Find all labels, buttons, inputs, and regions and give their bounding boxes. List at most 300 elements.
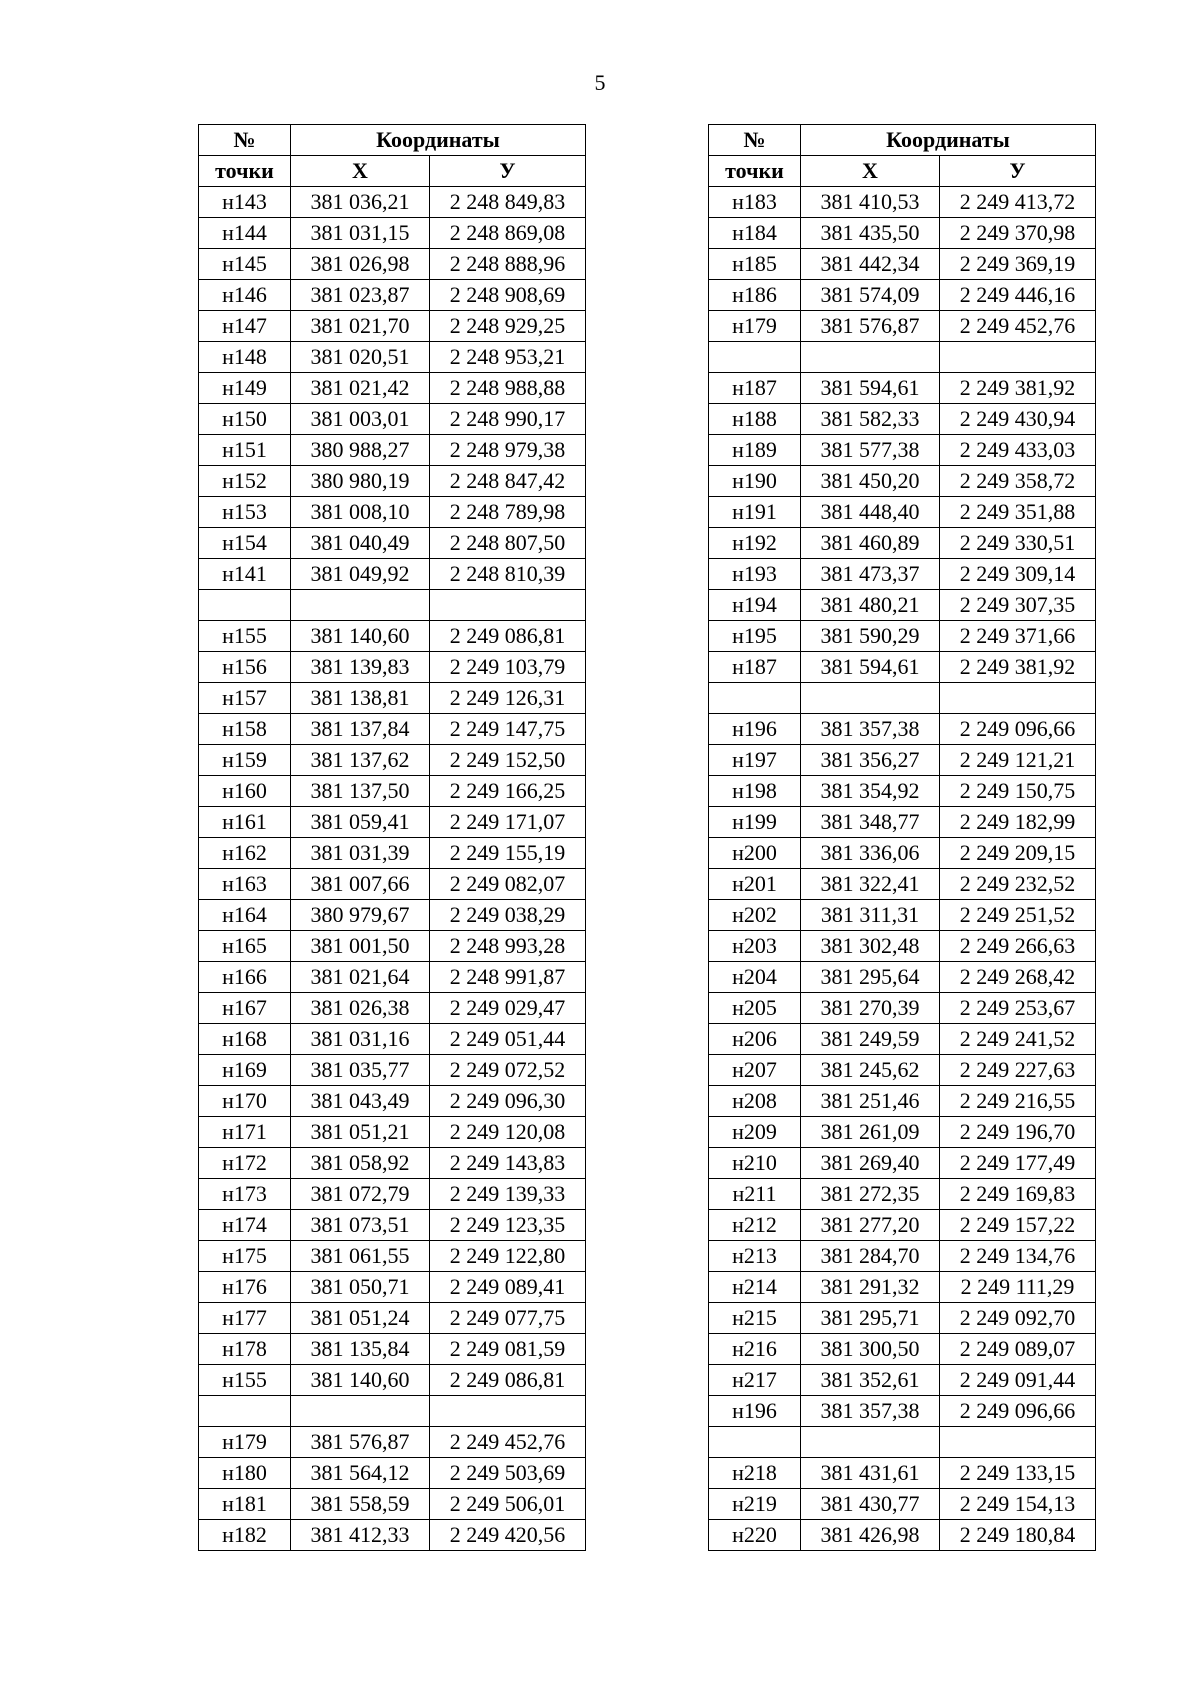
y-coordinate-cell: 2 249 506,01 — [430, 1489, 586, 1520]
x-coordinate-cell: 381 059,41 — [291, 807, 430, 838]
x-coordinate-cell: 381 295,64 — [801, 962, 940, 993]
table-row — [709, 590, 1096, 621]
y-coordinate-cell: 2 249 452,76 — [940, 311, 1096, 342]
y-coordinate-cell — [940, 1427, 1096, 1458]
table-row — [199, 1396, 586, 1427]
x-coordinate-cell: 381 594,61 — [801, 373, 940, 404]
table-row — [199, 1241, 586, 1272]
y-coordinate-cell: 2 249 266,63 — [940, 931, 1096, 962]
x-coordinate-cell: 381 302,48 — [801, 931, 940, 962]
point-number-cell: н185 — [709, 249, 801, 280]
y-coordinate-cell: 2 249 420,56 — [430, 1520, 586, 1551]
table-row — [199, 776, 586, 807]
table-row — [709, 404, 1096, 435]
x-coordinate-cell: 381 564,12 — [291, 1458, 430, 1489]
x-coordinate-cell: 381 473,37 — [801, 559, 940, 590]
x-coordinate-cell: 381 007,66 — [291, 869, 430, 900]
point-number-cell: н161 — [199, 807, 291, 838]
coordinates-header: Координаты — [801, 125, 1096, 156]
point-number-cell: н145 — [199, 249, 291, 280]
y-coordinate-cell: 2 248 908,69 — [430, 280, 586, 311]
y-coordinate-cell: 2 249 433,03 — [940, 435, 1096, 466]
table-row — [199, 1024, 586, 1055]
point-number-cell: н191 — [709, 497, 801, 528]
table-row — [199, 900, 586, 931]
table-row — [199, 435, 586, 466]
y-coordinate-cell: 2 249 155,19 — [430, 838, 586, 869]
table-row — [199, 1210, 586, 1241]
table-row — [709, 1303, 1096, 1334]
point-number-cell: н216 — [709, 1334, 801, 1365]
x-coordinate-cell: 381 139,83 — [291, 652, 430, 683]
x-coordinate-cell: 381 135,84 — [291, 1334, 430, 1365]
point-number-cell: н194 — [709, 590, 801, 621]
point-number-cell: н149 — [199, 373, 291, 404]
y-coordinate-cell: 2 249 253,67 — [940, 993, 1096, 1024]
point-number-cell: н204 — [709, 962, 801, 993]
x-coordinate-cell: 381 031,39 — [291, 838, 430, 869]
point-number-cell: н148 — [199, 342, 291, 373]
x-coordinate-cell: 381 269,40 — [801, 1148, 940, 1179]
point-number-cell: н158 — [199, 714, 291, 745]
point-number-cell: н159 — [199, 745, 291, 776]
y-coordinate-cell: 2 249 086,81 — [430, 1365, 586, 1396]
x-coordinate-cell: 381 574,09 — [801, 280, 940, 311]
point-number-cell: н199 — [709, 807, 801, 838]
x-coordinate-cell: 381 040,49 — [291, 528, 430, 559]
table-row — [709, 559, 1096, 590]
point-number-cell: н177 — [199, 1303, 291, 1334]
table-row — [199, 1458, 586, 1489]
y-coordinate-cell: 2 249 251,52 — [940, 900, 1096, 931]
point-number-cell: н150 — [199, 404, 291, 435]
x-coordinate-cell: 381 249,59 — [801, 1024, 940, 1055]
point-number-cell: н166 — [199, 962, 291, 993]
point-number-cell: н215 — [709, 1303, 801, 1334]
y-coordinate-cell: 2 249 120,08 — [430, 1117, 586, 1148]
y-coordinate-cell: 2 248 979,38 — [430, 435, 586, 466]
point-number-cell: н207 — [709, 1055, 801, 1086]
x-coordinate-cell: 381 058,92 — [291, 1148, 430, 1179]
table-row — [199, 931, 586, 962]
table-row — [199, 962, 586, 993]
x-coordinate-cell: 381 336,06 — [801, 838, 940, 869]
y-coordinate-cell: 2 249 446,16 — [940, 280, 1096, 311]
y-coordinate-cell: 2 249 171,07 — [430, 807, 586, 838]
x-coordinate-cell: 381 558,59 — [291, 1489, 430, 1520]
x-coordinate-cell: 381 582,33 — [801, 404, 940, 435]
y-coordinate-cell: 2 249 196,70 — [940, 1117, 1096, 1148]
x-coordinate-cell: 381 251,46 — [801, 1086, 940, 1117]
table-row — [709, 280, 1096, 311]
table-row — [199, 993, 586, 1024]
table-row — [709, 993, 1096, 1024]
page-number: 5 — [594, 70, 606, 95]
table-row — [199, 559, 586, 590]
y-coordinate-cell: 2 248 810,39 — [430, 559, 586, 590]
point-number-cell: н155 — [199, 1365, 291, 1396]
point-number-cell: н205 — [709, 993, 801, 1024]
point-number-cell: н153 — [199, 497, 291, 528]
y-coordinate-cell: 2 249 096,30 — [430, 1086, 586, 1117]
y-coordinate-cell: 2 249 503,69 — [430, 1458, 586, 1489]
x-coordinate-cell: 381 430,77 — [801, 1489, 940, 1520]
x-coordinate-cell: 381 140,60 — [291, 1365, 430, 1396]
point-number-cell: н203 — [709, 931, 801, 962]
table-row — [709, 1210, 1096, 1241]
x-coordinate-cell: 381 322,41 — [801, 869, 940, 900]
point-number-cell: н182 — [199, 1520, 291, 1551]
y-coordinate-cell: 2 249 227,63 — [940, 1055, 1096, 1086]
table-row — [709, 1520, 1096, 1551]
point-number-cell — [709, 683, 801, 714]
x-coordinate-cell: 381 272,35 — [801, 1179, 940, 1210]
x-coordinate-cell: 380 988,27 — [291, 435, 430, 466]
table-row — [709, 838, 1096, 869]
point-number-cell: н173 — [199, 1179, 291, 1210]
y-coordinate-cell: 2 249 154,13 — [940, 1489, 1096, 1520]
x-coordinate-cell: 381 051,21 — [291, 1117, 430, 1148]
point-number-cell: н196 — [709, 1396, 801, 1427]
point-number-cell: н176 — [199, 1272, 291, 1303]
y-coordinate-cell: 2 249 241,52 — [940, 1024, 1096, 1055]
point-number-cell: н169 — [199, 1055, 291, 1086]
y-coordinate-cell: 2 248 789,98 — [430, 497, 586, 528]
x-header: X — [801, 156, 940, 187]
point-number-cell: н202 — [709, 900, 801, 931]
table-row — [709, 652, 1096, 683]
x-coordinate-cell: 381 003,01 — [291, 404, 430, 435]
point-number-cell: н175 — [199, 1241, 291, 1272]
x-coordinate-cell: 381 020,51 — [291, 342, 430, 373]
x-coordinate-cell — [291, 1396, 430, 1427]
x-coordinate-cell: 381 026,38 — [291, 993, 430, 1024]
y-coordinate-cell: 2 249 371,66 — [940, 621, 1096, 652]
coordinates-header: Координаты — [291, 125, 586, 156]
y-coordinate-cell: 2 249 166,25 — [430, 776, 586, 807]
point-number-cell: н195 — [709, 621, 801, 652]
table-row — [709, 187, 1096, 218]
x-coordinate-cell: 381 277,20 — [801, 1210, 940, 1241]
x-coordinate-cell: 381 357,38 — [801, 1396, 940, 1427]
y-coordinate-cell: 2 249 177,49 — [940, 1148, 1096, 1179]
point-number-cell: н184 — [709, 218, 801, 249]
table-row — [199, 1086, 586, 1117]
x-coordinate-cell: 381 311,31 — [801, 900, 940, 931]
y-coordinate-cell — [430, 590, 586, 621]
point-number-cell: н143 — [199, 187, 291, 218]
point-number-cell: н180 — [199, 1458, 291, 1489]
table-row — [199, 528, 586, 559]
x-coordinate-cell: 381 073,51 — [291, 1210, 430, 1241]
table-row — [709, 683, 1096, 714]
point-number-cell: н167 — [199, 993, 291, 1024]
table-row — [199, 497, 586, 528]
table-row — [199, 683, 586, 714]
point-number-cell: н146 — [199, 280, 291, 311]
table-row — [709, 1334, 1096, 1365]
y-coordinate-cell: 2 249 452,76 — [430, 1427, 586, 1458]
y-coordinate-cell: 2 249 096,66 — [940, 1396, 1096, 1427]
y-coordinate-cell: 2 249 150,75 — [940, 776, 1096, 807]
table-row — [199, 1365, 586, 1396]
x-coordinate-cell: 381 031,16 — [291, 1024, 430, 1055]
y-coordinate-cell: 2 249 096,66 — [940, 714, 1096, 745]
point-number-cell: н144 — [199, 218, 291, 249]
point-number-cell: н156 — [199, 652, 291, 683]
point-number-cell: н193 — [709, 559, 801, 590]
y-coordinate-cell: 2 248 929,25 — [430, 311, 586, 342]
y-coordinate-cell: 2 249 123,35 — [430, 1210, 586, 1241]
x-coordinate-cell: 381 036,21 — [291, 187, 430, 218]
x-coordinate-cell: 381 426,98 — [801, 1520, 940, 1551]
x-coordinate-cell: 381 431,61 — [801, 1458, 940, 1489]
point-number-cell: н163 — [199, 869, 291, 900]
x-header: X — [291, 156, 430, 187]
x-coordinate-cell: 381 576,87 — [801, 311, 940, 342]
table-row — [199, 466, 586, 497]
y-coordinate-cell: 2 249 209,15 — [940, 838, 1096, 869]
y-coordinate-cell: 2 249 038,29 — [430, 900, 586, 931]
table-row — [199, 1272, 586, 1303]
table-row — [199, 590, 586, 621]
y-coordinate-cell: 2 249 126,31 — [430, 683, 586, 714]
y-coordinate-cell: 2 249 381,92 — [940, 652, 1096, 683]
table-row — [709, 714, 1096, 745]
table-row — [709, 1055, 1096, 1086]
y-coordinate-cell: 2 249 182,99 — [940, 807, 1096, 838]
table-row — [199, 280, 586, 311]
x-coordinate-cell: 381 576,87 — [291, 1427, 430, 1458]
y-coordinate-cell: 2 249 180,84 — [940, 1520, 1096, 1551]
point-number-cell — [199, 590, 291, 621]
y-coordinate-cell: 2 248 953,21 — [430, 342, 586, 373]
table-row — [709, 900, 1096, 931]
table-row — [199, 311, 586, 342]
x-coordinate-cell: 381 049,92 — [291, 559, 430, 590]
table-row — [199, 373, 586, 404]
point-number-cell: н178 — [199, 1334, 291, 1365]
y-coordinate-cell: 2 249 330,51 — [940, 528, 1096, 559]
y-coordinate-cell: 2 249 139,33 — [430, 1179, 586, 1210]
x-coordinate-cell: 381 412,33 — [291, 1520, 430, 1551]
y-coordinate-cell: 2 249 086,81 — [430, 621, 586, 652]
x-coordinate-cell: 381 590,29 — [801, 621, 940, 652]
x-coordinate-cell: 380 980,19 — [291, 466, 430, 497]
y-coordinate-cell: 2 249 133,15 — [940, 1458, 1096, 1489]
point-number-cell: н206 — [709, 1024, 801, 1055]
y-coordinate-cell: 2 248 988,88 — [430, 373, 586, 404]
point-number-cell: н164 — [199, 900, 291, 931]
point-number-cell — [709, 1427, 801, 1458]
y-coordinate-cell: 2 249 134,76 — [940, 1241, 1096, 1272]
point-number-cell — [199, 1396, 291, 1427]
point-number-cell — [709, 342, 801, 373]
point-number-cell: н170 — [199, 1086, 291, 1117]
table-row — [199, 1055, 586, 1086]
x-coordinate-cell: 381 354,92 — [801, 776, 940, 807]
point-number-cell: н190 — [709, 466, 801, 497]
table-row — [709, 1458, 1096, 1489]
x-coordinate-cell: 381 357,38 — [801, 714, 940, 745]
y-coordinate-cell: 2 249 351,88 — [940, 497, 1096, 528]
table-row — [709, 373, 1096, 404]
x-coordinate-cell: 381 460,89 — [801, 528, 940, 559]
y-coordinate-cell: 2 249 143,83 — [430, 1148, 586, 1179]
x-coordinate-cell — [291, 590, 430, 621]
y-header: У — [430, 156, 586, 187]
x-coordinate-cell — [801, 683, 940, 714]
table-row — [709, 435, 1096, 466]
y-coordinate-cell: 2 249 111,29 — [940, 1272, 1096, 1303]
table-header — [199, 125, 586, 187]
point-number-cell: н196 — [709, 714, 801, 745]
x-coordinate-cell: 381 270,39 — [801, 993, 940, 1024]
y-coordinate-cell: 2 249 121,21 — [940, 745, 1096, 776]
point-number-cell: н198 — [709, 776, 801, 807]
y-coordinate-cell: 2 249 051,44 — [430, 1024, 586, 1055]
table-row — [199, 838, 586, 869]
point-number-cell: н186 — [709, 280, 801, 311]
y-coordinate-cell: 2 249 089,41 — [430, 1272, 586, 1303]
coordinates-table-right — [708, 124, 1096, 1551]
y-coordinate-cell: 2 249 370,98 — [940, 218, 1096, 249]
point-number-cell: н210 — [709, 1148, 801, 1179]
point-number-cell: н152 — [199, 466, 291, 497]
table-row — [709, 776, 1096, 807]
x-coordinate-cell: 381 348,77 — [801, 807, 940, 838]
point-number-header: № — [709, 125, 801, 156]
table-row — [709, 807, 1096, 838]
x-coordinate-cell: 381 072,79 — [291, 1179, 430, 1210]
table-row — [709, 249, 1096, 280]
x-coordinate-cell — [801, 342, 940, 373]
table-row — [199, 714, 586, 745]
point-number-cell: н187 — [709, 373, 801, 404]
table-row — [709, 497, 1096, 528]
point-number-cell: н218 — [709, 1458, 801, 1489]
x-coordinate-cell: 381 295,71 — [801, 1303, 940, 1334]
point-number-cell: н174 — [199, 1210, 291, 1241]
x-coordinate-cell: 381 245,62 — [801, 1055, 940, 1086]
y-coordinate-cell — [430, 1396, 586, 1427]
table-row — [709, 1489, 1096, 1520]
y-coordinate-cell: 2 249 430,94 — [940, 404, 1096, 435]
x-coordinate-cell: 381 284,70 — [801, 1241, 940, 1272]
point-number-cell: н157 — [199, 683, 291, 714]
y-coordinate-cell: 2 248 991,87 — [430, 962, 586, 993]
table-row — [709, 466, 1096, 497]
point-number-cell: н201 — [709, 869, 801, 900]
y-coordinate-cell — [940, 683, 1096, 714]
y-coordinate-cell: 2 249 152,50 — [430, 745, 586, 776]
x-coordinate-cell: 381 261,09 — [801, 1117, 940, 1148]
table-row — [199, 869, 586, 900]
table-row — [199, 187, 586, 218]
y-coordinate-cell: 2 249 268,42 — [940, 962, 1096, 993]
y-coordinate-cell: 2 249 307,35 — [940, 590, 1096, 621]
y-coordinate-cell: 2 249 309,14 — [940, 559, 1096, 590]
y-coordinate-cell: 2 249 122,80 — [430, 1241, 586, 1272]
x-coordinate-cell: 381 051,24 — [291, 1303, 430, 1334]
table-row — [199, 249, 586, 280]
x-coordinate-cell: 381 137,62 — [291, 745, 430, 776]
point-number-cell: н197 — [709, 745, 801, 776]
point-number-cell: н220 — [709, 1520, 801, 1551]
table-row — [199, 404, 586, 435]
x-coordinate-cell: 381 031,15 — [291, 218, 430, 249]
table-row — [709, 962, 1096, 993]
table-row — [199, 1117, 586, 1148]
y-coordinate-cell: 2 249 369,19 — [940, 249, 1096, 280]
point-number-cell: н172 — [199, 1148, 291, 1179]
table-row — [709, 342, 1096, 373]
x-coordinate-cell: 381 137,84 — [291, 714, 430, 745]
x-coordinate-cell: 381 577,38 — [801, 435, 940, 466]
point-number-cell: н181 — [199, 1489, 291, 1520]
x-coordinate-cell: 381 138,81 — [291, 683, 430, 714]
x-coordinate-cell: 381 442,34 — [801, 249, 940, 280]
point-number-cell: н217 — [709, 1365, 801, 1396]
table-row — [709, 1365, 1096, 1396]
table-row — [709, 1148, 1096, 1179]
x-coordinate-cell: 381 043,49 — [291, 1086, 430, 1117]
point-number-cell: н171 — [199, 1117, 291, 1148]
point-label-header: точки — [199, 156, 291, 187]
y-coordinate-cell: 2 249 381,92 — [940, 373, 1096, 404]
point-number-cell: н214 — [709, 1272, 801, 1303]
point-number-cell: н168 — [199, 1024, 291, 1055]
x-coordinate-cell: 381 352,61 — [801, 1365, 940, 1396]
y-coordinate-cell: 2 249 358,72 — [940, 466, 1096, 497]
y-coordinate-cell: 2 249 092,70 — [940, 1303, 1096, 1334]
table-row — [199, 1520, 586, 1551]
x-coordinate-cell: 381 021,42 — [291, 373, 430, 404]
point-number-cell: н192 — [709, 528, 801, 559]
y-coordinate-cell: 2 249 103,79 — [430, 652, 586, 683]
table-row — [199, 1489, 586, 1520]
table-row — [709, 1241, 1096, 1272]
table-row — [199, 218, 586, 249]
y-coordinate-cell — [940, 342, 1096, 373]
x-coordinate-cell: 381 021,70 — [291, 311, 430, 342]
table-row — [199, 745, 586, 776]
y-coordinate-cell: 2 249 232,52 — [940, 869, 1096, 900]
y-coordinate-cell: 2 249 147,75 — [430, 714, 586, 745]
y-coordinate-cell: 2 249 029,47 — [430, 993, 586, 1024]
table-row — [199, 342, 586, 373]
y-coordinate-cell: 2 249 072,52 — [430, 1055, 586, 1086]
table-row — [199, 1148, 586, 1179]
point-number-cell: н187 — [709, 652, 801, 683]
point-number-cell: н200 — [709, 838, 801, 869]
y-coordinate-cell: 2 248 849,83 — [430, 187, 586, 218]
y-coordinate-cell: 2 249 081,59 — [430, 1334, 586, 1365]
table-row — [709, 869, 1096, 900]
point-number-cell: н165 — [199, 931, 291, 962]
table-row — [709, 621, 1096, 652]
y-coordinate-cell: 2 248 993,28 — [430, 931, 586, 962]
point-number-cell: н189 — [709, 435, 801, 466]
y-coordinate-cell: 2 248 807,50 — [430, 528, 586, 559]
table-row — [199, 1427, 586, 1458]
y-coordinate-cell: 2 249 089,07 — [940, 1334, 1096, 1365]
point-number-cell: н151 — [199, 435, 291, 466]
table-row — [709, 1396, 1096, 1427]
table-row — [709, 1117, 1096, 1148]
x-coordinate-cell: 381 061,55 — [291, 1241, 430, 1272]
table-row — [709, 1179, 1096, 1210]
